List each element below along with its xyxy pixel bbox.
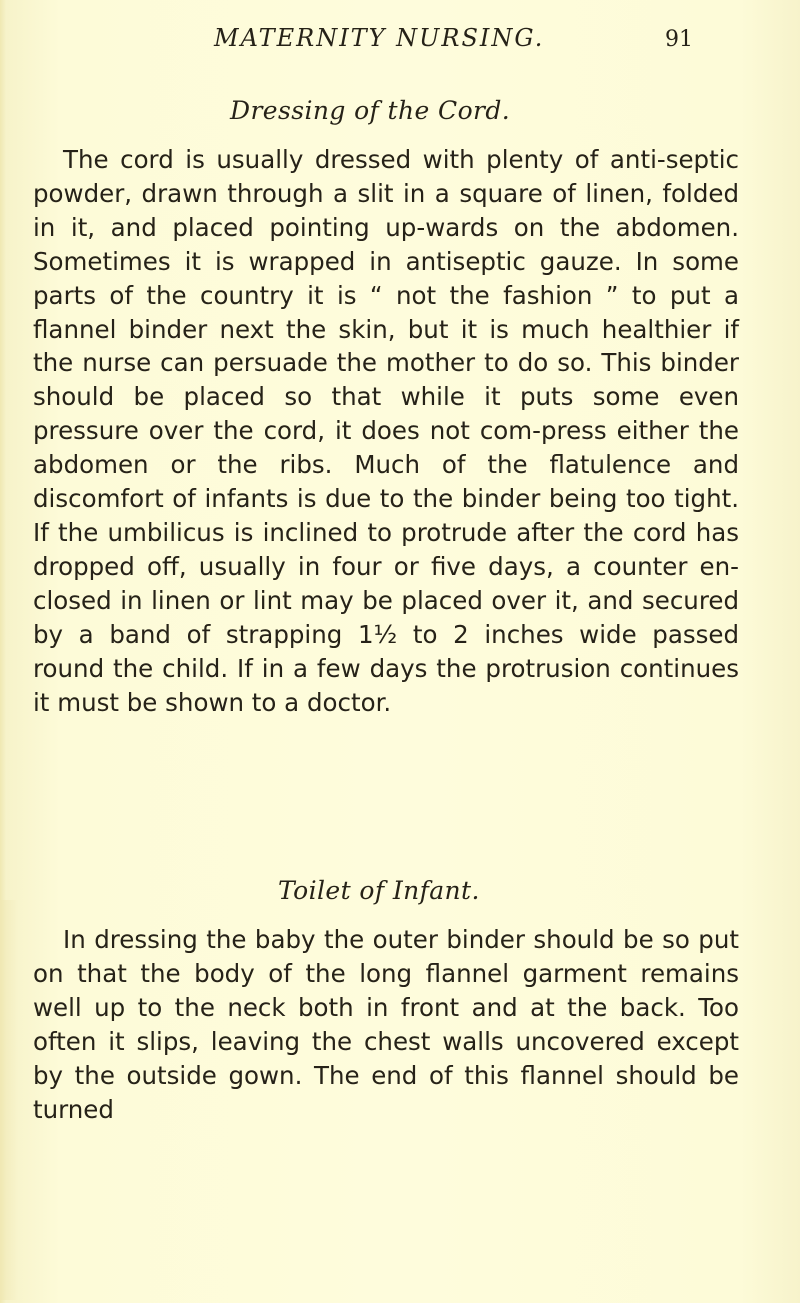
running-head: MATERNITY NURSING.: [214, 24, 545, 52]
section-body-toilet-of-infant: In dressing the baby the outer binder should be so put on that the body of the long flannel garment remains well up to the neck both in front and at the back. Too often it slips, leaving the chest walls uncovered except by the outside gown. The end of this flannel should be turned: [33, 925, 739, 1124]
page-edge-wear: [0, 900, 18, 1300]
page-header: [0, 24, 800, 60]
section-heading-toilet-of-infant: Toilet of Infant.: [278, 876, 480, 905]
section-body-dressing-of-cord: The cord is usually dressed with plenty of anti-septic powder, drawn through a slit in a square of linen, folded in it, and placed pointing up-wards on the abdomen. Sometimes it is wrapped in antiseptic gauze. In some parts of the country it is “ not the fashion ” to put a flannel binder next the skin, but it is much healthier if the nurse can persuade the mother to do so. This binder should be placed so that while it puts some even pressure over the cord, it does not com-press either the abdomen or the ribs. Much of the flatulence and discomfort of infants is due to the binder being too tight. If the umbilicus is inclined to protrude after the cord has dropped off, usually in four or five days, a counter en-closed in linen or lint may be placed over it, and secured by a band of strapping 1½ to 2 inches wide passed round the child. If in a few days the protrusion continues it must be shown to a doctor.: [33, 145, 739, 717]
section-heading-dressing-of-cord: Dressing of the Cord.: [230, 96, 511, 125]
page-number: 91: [665, 27, 693, 52]
